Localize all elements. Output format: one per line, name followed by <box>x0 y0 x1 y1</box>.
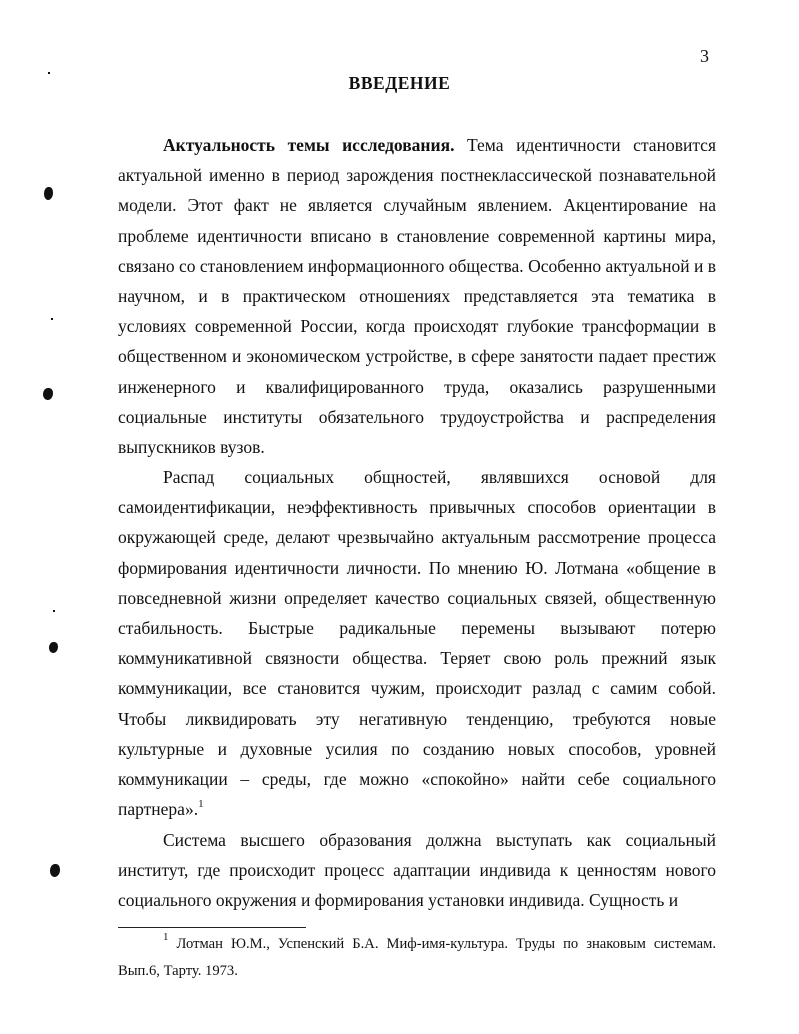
footnote-reference[interactable]: 1 <box>198 798 204 811</box>
footnote-mark: 1 <box>163 931 169 943</box>
paragraph-lead: Актуальность темы исследования. <box>163 135 455 155</box>
paragraph-text: Тема идентичности становится актуальной именно в период зарождения постнеклассической познавательной модели. Этот факт не является случайным явлением. Акцентирование на проблеме идентичности вписано в становление современной картины мира, связано со становлением информационного общества. Особенно актуальной и в научном, и в практическом отношениях представляется эта тематика в условиях современной России, когда происходят глубокие трансформации в общественном и экономическом устройстве, в сфере занятости падает престиж инженерного и квалифицированного труда, оказались разрушенными социальные институты обязательного трудоустройства и распределения выпускников вузов. <box>118 135 716 458</box>
scan-mark <box>49 642 58 653</box>
footnote-citation: Лотман Ю.М., Успенский Б.А. Миф-имя-культура. Труды по знаковым системам. Вып.6, Тарту. 1973. <box>118 936 716 979</box>
scan-speck <box>48 72 50 74</box>
scan-speck <box>53 610 55 612</box>
paragraph-block-3 <box>118 825 716 916</box>
page-title: ВВЕДЕНИЕ <box>348 73 451 93</box>
scan-mark <box>44 187 53 200</box>
paragraph-1 <box>118 130 716 462</box>
paragraph-text: Система высшего образования должна выступать как социальный институт, где происходит процесс адаптации индивида к ценностям нового социального окружения и формирования установки индивида. Сущность и <box>118 830 716 911</box>
scan-mark <box>50 864 60 877</box>
paragraph-text: Распад социальных общностей, являвшихся основой для самоидентификации, неэффективность привычных способов ориентации в окружающей среде, делают чрезвычайно актуальным рассмотрение процесса формирования идентичности личности. По мнению Ю. Лотмана «общение в повседневной жизни определяет качество социальных связей, общественную стабильность. Быстрые радикальные перемены вызывают потерю коммуникативной связности общества. Теряет свою роль прежний язык коммуникации, все становится чужим, происходит разлад с самим собой. Чтобы ликвидировать эту негативную тенденцию, требуются новые культурные и духовные усилия по созданию новых способов, уровней коммуникации – среды, где можно «спокойно» найти себе социального партнера». <box>118 467 716 820</box>
scan-speck <box>51 318 53 320</box>
footnote <box>118 931 716 985</box>
paragraph-block-2 <box>118 462 716 824</box>
paragraph-2 <box>118 462 716 824</box>
footnote-divider <box>118 927 306 928</box>
paragraph-block-1 <box>118 130 716 462</box>
footnote-text <box>118 931 716 985</box>
scan-mark <box>43 388 53 400</box>
page-number: 3 <box>700 46 709 66</box>
paragraph-3 <box>118 825 716 916</box>
